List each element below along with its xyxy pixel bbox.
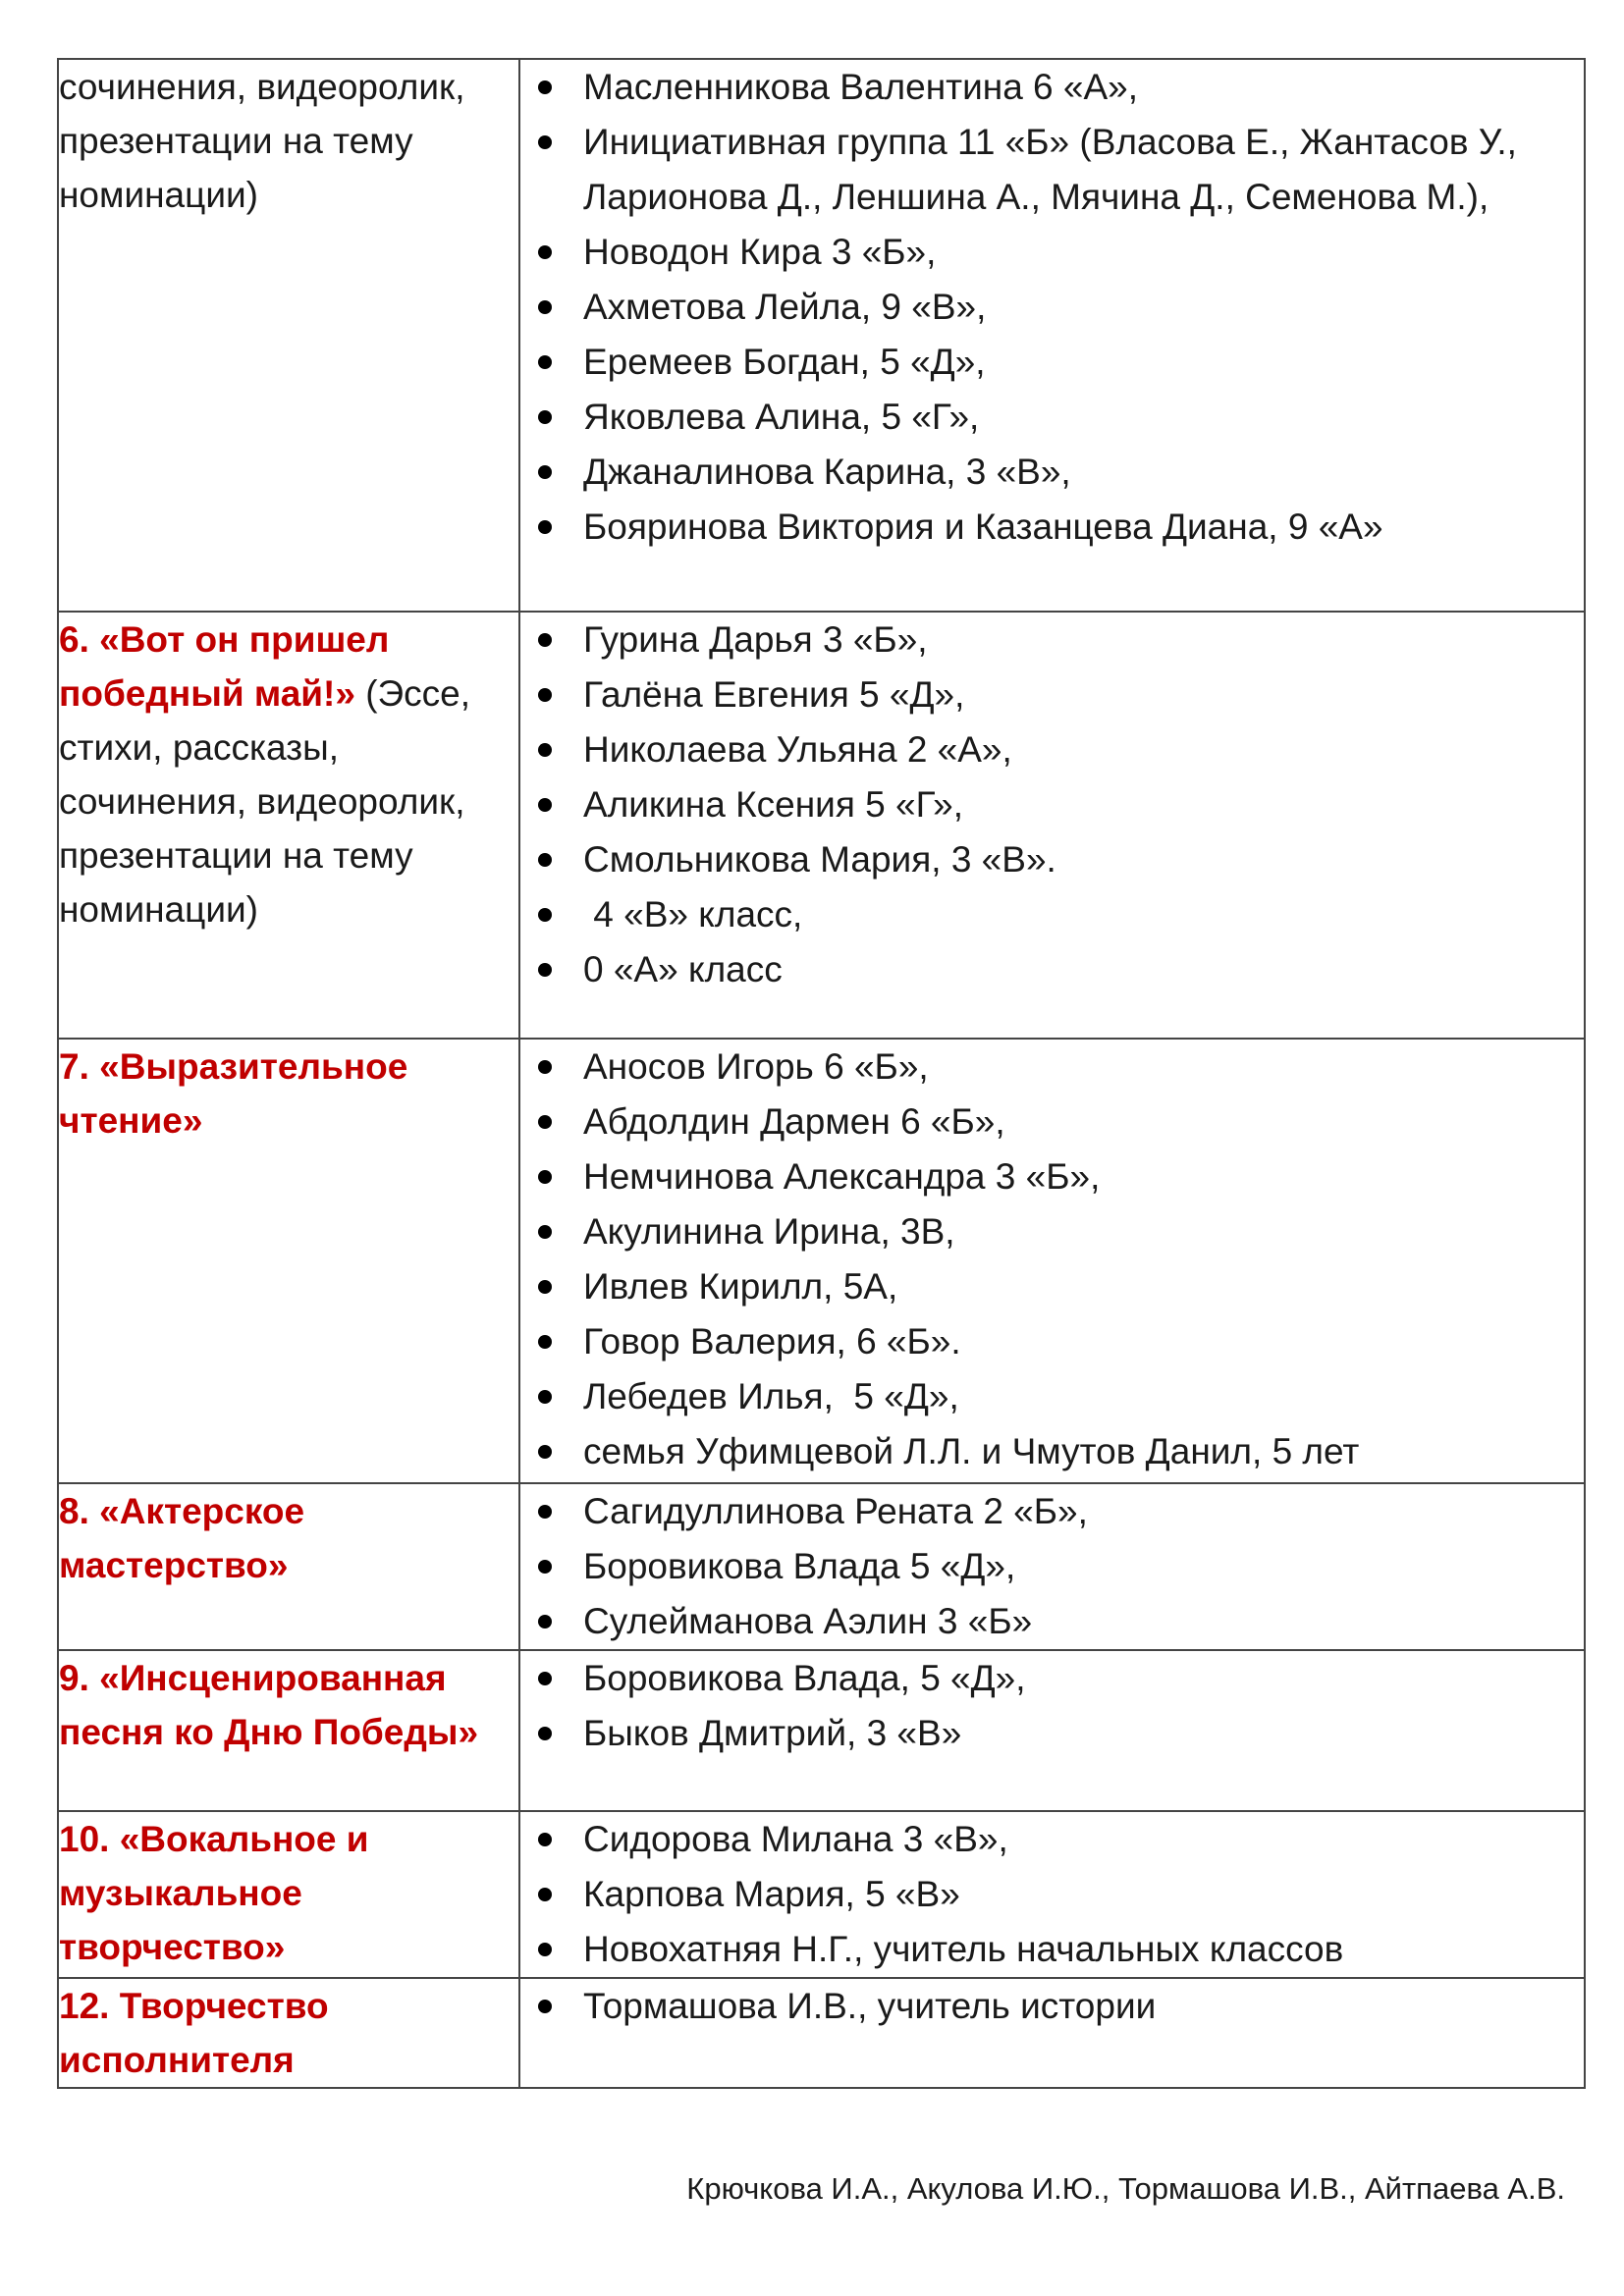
bullet-icon [538, 1560, 552, 1574]
bullet-icon [538, 1225, 552, 1239]
bullet-icon [538, 1060, 552, 1074]
list-item [520, 390, 1584, 445]
list-item [520, 1867, 1584, 1922]
list-item [520, 1149, 1584, 1204]
list-item [520, 1204, 1584, 1259]
list-item [520, 887, 1584, 942]
participant-text: Ахметова Лейла, 9 «В», [583, 287, 987, 327]
footer-authors: Крючкова И.А., Акулова И.Ю., Тормашова И.В., Айтпаева А.В. [686, 2171, 1565, 2206]
category-cell [58, 1039, 519, 1483]
list-item [520, 832, 1584, 887]
list-item [520, 1922, 1584, 1977]
participant-text: 0 «А» класс [583, 949, 783, 989]
list-item [520, 1706, 1584, 1761]
table-row [58, 1811, 1585, 1978]
table-row [58, 59, 1585, 612]
list-item [520, 1424, 1584, 1479]
participant-text: Новодон Кира 3 «Б», [583, 232, 937, 272]
category-title: 7. «Выразительное чтение» [59, 1046, 408, 1141]
list-item [520, 1369, 1584, 1424]
list-item [520, 115, 1584, 225]
participant-text: Сагидуллинова Рената 2 «Б», [583, 1491, 1088, 1531]
participant-text: Аликина Ксения 5 «Г», [583, 784, 963, 825]
list-item [520, 445, 1584, 500]
bullet-icon [538, 520, 552, 534]
participant-text: Новохатняя Н.Г., учитель начальных классов [583, 1929, 1344, 1969]
bullet-icon [538, 963, 552, 977]
participant-text: 4 «В» класс, [583, 894, 803, 934]
bullet-icon [538, 1445, 552, 1459]
bullet-icon [538, 743, 552, 757]
list-item [520, 1040, 1584, 1095]
bullet-icon [538, 2000, 552, 2013]
nominations-table [57, 58, 1586, 2089]
category-title: 6. «Вот он пришел победный май!» [59, 619, 390, 714]
participant-text: Сидорова Милана 3 «В», [583, 1819, 1008, 1859]
category-cell [58, 59, 519, 612]
participants-cell [519, 1978, 1585, 2088]
list-item [520, 500, 1584, 555]
bullet-icon [538, 1672, 552, 1685]
participants-cell [519, 612, 1585, 1039]
bullet-icon [538, 1335, 552, 1349]
participant-text: Абдолдин Дармен 6 «Б», [583, 1101, 1005, 1142]
participant-text: Инициативная группа 11 «Б» (Власова Е., Жантасов У., Ларионова Д., Леншина А., Мячина Д., Семенова М.), [583, 122, 1517, 217]
category-cell [58, 1483, 519, 1650]
bullet-icon [538, 300, 552, 314]
list-item [520, 1095, 1584, 1149]
bullet-icon [538, 1833, 552, 1846]
participant-text: семья Уфимцевой Л.Л. и Чмутов Данил, 5 лет [583, 1431, 1360, 1471]
category-title: 8. «Актерское мастерство» [59, 1491, 305, 1585]
bullet-icon [538, 1888, 552, 1901]
list-item [520, 60, 1584, 115]
list-item [520, 1539, 1584, 1594]
participants-cell [519, 59, 1585, 612]
bullet-icon [538, 245, 552, 259]
participant-text: Боровикова Влада, 5 «Д», [583, 1658, 1026, 1698]
category-cell [58, 1811, 519, 1978]
participant-text: Николаева Ульяна 2 «А», [583, 729, 1012, 770]
participant-text: Аносов Игорь 6 «Б», [583, 1046, 929, 1087]
list-item [520, 225, 1584, 280]
bullet-icon [538, 1170, 552, 1184]
participant-text: Галёна Евгения 5 «Д», [583, 674, 965, 715]
list-item [520, 1812, 1584, 1867]
table-row [58, 1483, 1585, 1650]
bullet-icon [538, 688, 552, 702]
list-item [520, 667, 1584, 722]
bullet-icon [538, 1390, 552, 1404]
category-cell [58, 1650, 519, 1811]
participant-text: Гурина Дарья 3 «Б», [583, 619, 928, 660]
list-item [520, 942, 1584, 997]
participant-text: Масленникова Валентина 6 «А», [583, 67, 1139, 107]
bullet-icon [538, 1115, 552, 1129]
participants-cell [519, 1811, 1585, 1978]
list-item [520, 613, 1584, 667]
bullet-icon [538, 135, 552, 149]
category-cell [58, 612, 519, 1039]
list-item [520, 1259, 1584, 1314]
participant-text: Боровикова Влада 5 «Д», [583, 1546, 1016, 1586]
participant-text: Еремеев Богдан, 5 «Д», [583, 342, 986, 382]
category-description: (Эссе, стихи, рассказы, сочинения, видеоролик, презентации на тему номинации) [59, 673, 471, 930]
participant-text: Лебедев Илья, 5 «Д», [583, 1376, 959, 1416]
participant-text: Сулейманова Аэлин 3 «Б» [583, 1601, 1033, 1641]
list-item [520, 1314, 1584, 1369]
bullet-icon [538, 80, 552, 94]
list-item [520, 280, 1584, 335]
participants-list [520, 613, 1584, 997]
participants-list [520, 1484, 1584, 1649]
table-row [58, 1039, 1585, 1483]
participant-text: Немчинова Александра 3 «Б», [583, 1156, 1101, 1197]
category-description: сочинения, видеоролик, презентации на тему номинации) [59, 67, 465, 215]
participant-text: Джаналинова Карина, 3 «В», [583, 452, 1071, 492]
table-row [58, 612, 1585, 1039]
table-row [58, 1978, 1585, 2088]
bullet-icon [538, 908, 552, 922]
bullet-icon [538, 355, 552, 369]
participants-list [520, 1812, 1584, 1977]
participant-text: Ивлев Кирилл, 5А, [583, 1266, 898, 1307]
bullet-icon [538, 1280, 552, 1294]
category-title: 10. «Вокальное и музыкальное творчество» [59, 1819, 369, 1967]
participant-text: Быков Дмитрий, 3 «В» [583, 1713, 962, 1753]
participant-text: Тормашова И.В., учитель истории [583, 1986, 1157, 2026]
participants-cell [519, 1483, 1585, 1650]
bullet-icon [538, 633, 552, 647]
list-item [520, 722, 1584, 777]
participants-list [520, 60, 1584, 555]
participants-cell [519, 1039, 1585, 1483]
bullet-icon [538, 853, 552, 867]
participant-text: Яковлева Алина, 5 «Г», [583, 397, 980, 437]
list-item [520, 777, 1584, 832]
bullet-icon [538, 1943, 552, 1956]
participants-cell [519, 1650, 1585, 1811]
participants-list [520, 1979, 1584, 2034]
category-title: 12. Творчество исполнителя [59, 1986, 329, 2080]
participants-list [520, 1651, 1584, 1761]
participant-text: Говор Валерия, 6 «Б». [583, 1321, 961, 1362]
table-row [58, 1650, 1585, 1811]
participant-text: Акулинина Ирина, 3В, [583, 1211, 955, 1252]
bullet-icon [538, 798, 552, 812]
bullet-icon [538, 1505, 552, 1519]
list-item [520, 1484, 1584, 1539]
list-item [520, 335, 1584, 390]
participant-text: Карпова Мария, 5 «В» [583, 1874, 960, 1914]
category-title: 9. «Инсценированная песня ко Дню Победы» [59, 1658, 479, 1752]
list-item [520, 1594, 1584, 1649]
list-item [520, 1651, 1584, 1706]
list-item [520, 1979, 1584, 2034]
participant-text: Бояринова Виктория и Казанцева Диана, 9 «А» [583, 507, 1383, 547]
participant-text: Смольникова Мария, 3 «В». [583, 839, 1056, 880]
bullet-icon [538, 410, 552, 424]
bullet-icon [538, 1727, 552, 1740]
bullet-icon [538, 465, 552, 479]
category-cell [58, 1978, 519, 2088]
bullet-icon [538, 1615, 552, 1629]
participants-list [520, 1040, 1584, 1479]
